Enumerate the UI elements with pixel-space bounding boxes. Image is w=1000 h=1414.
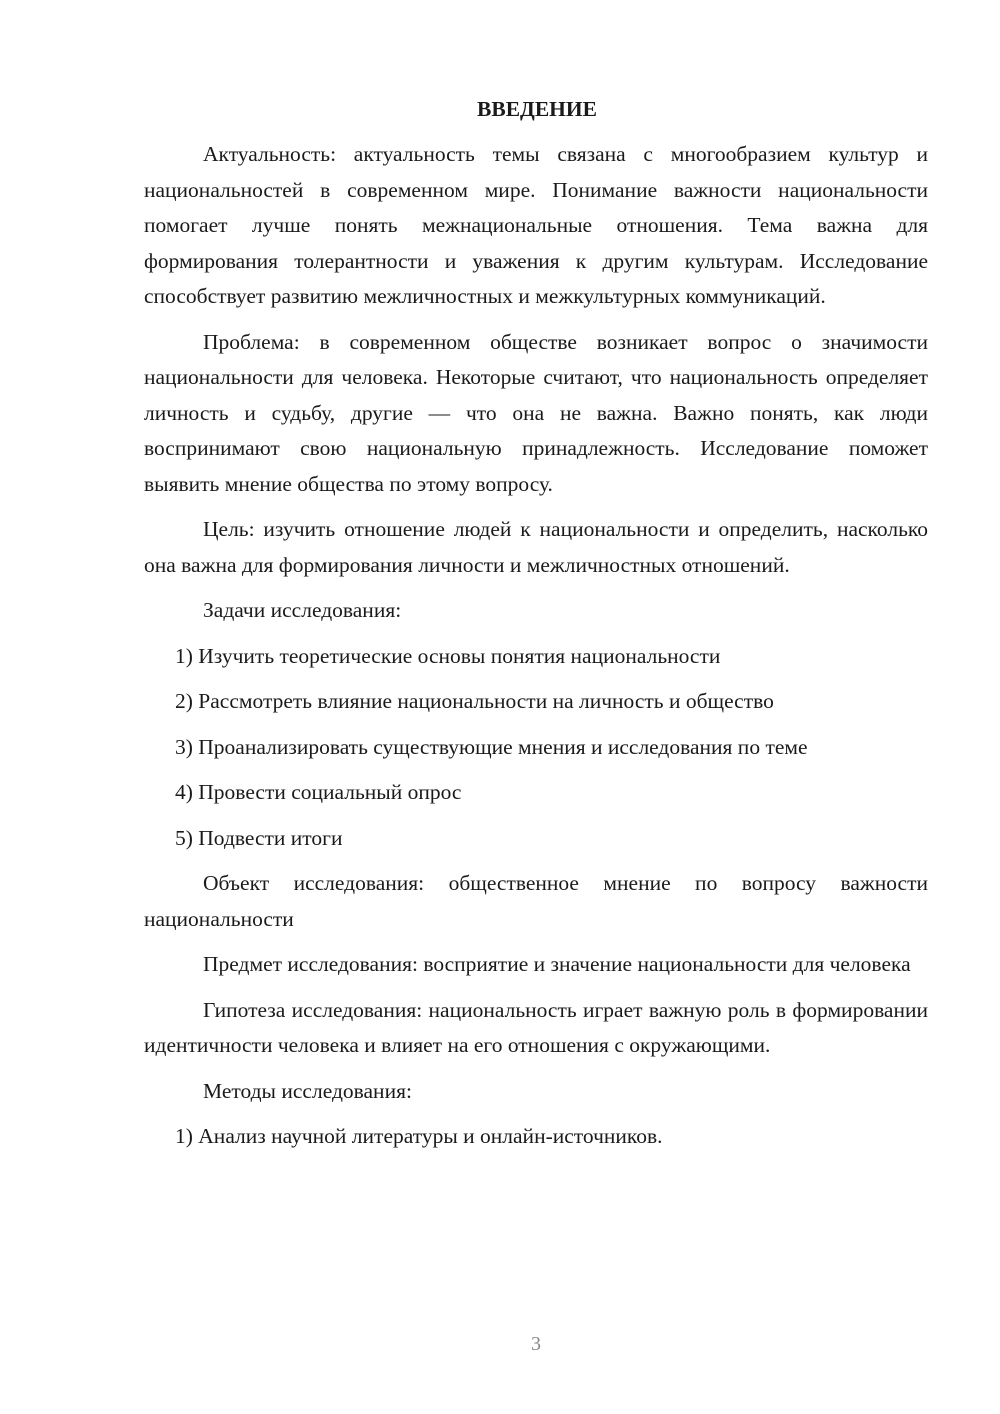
page-number: 3 — [531, 1333, 541, 1355]
object-paragraph: Объект исследования: общественное мнение по вопросу важности национальности — [144, 871, 928, 931]
task-item-1: 1) Изучить теоретические основы понятия национальности — [175, 643, 721, 668]
tasks-heading: Задачи исследования: — [203, 598, 402, 622]
goal-paragraph: Цель: изучить отношение людей к национальности и определить, насколько она важна для формирования личности и межличностных отношений. — [144, 517, 928, 577]
subject-paragraph: Предмет исследования: восприятие и значение национальности для человека — [203, 952, 911, 976]
task-item-4: 4) Провести социальный опрос — [175, 780, 462, 804]
task-item-3: 3) Проанализировать существующие мнения и исследования по теме — [175, 734, 808, 759]
tasks-list — [144, 639, 928, 857]
document-title: ВВЕДЕНИЕ — [477, 97, 597, 121]
task-item-2: 2) Рассмотреть влияние национальности на личность и общество — [175, 689, 774, 713]
hypothesis-paragraph: Гипотеза исследования: национальность играет важную роль в формировании идентичности человека и влияет на его отношения с окружающими. — [144, 997, 928, 1057]
methods-heading: Методы исследования: — [203, 1078, 412, 1103]
problem-paragraph: Проблема: в современном обществе возникает вопрос о значимости национальности для человека. Некоторые считают, что национальность определяет личность и судьбу, другие — что она не важна. Важно понять, как люди воспринимают свою национальную принадлежность. Исследование поможет выявить мнение общества по этому вопросу. — [144, 329, 928, 496]
task-item-5: 5) Подвести итоги — [175, 825, 343, 850]
methods-list — [144, 1119, 928, 1155]
method-item-1: 1) Анализ научной литературы и онлайн-источников. — [175, 1124, 663, 1148]
relevance-paragraph: Актуальность: актуальность темы связана с многообразием культур и национальностей в современном мире. Понимание важности национальности помогает лучше понять межнациональные отношения. Тема важна для формирования толерантности и уважения к другим культурам. Исследование способствует развитию межличностных и межкультурных коммуникаций. — [144, 142, 928, 308]
document-page — [144, 92, 928, 1165]
